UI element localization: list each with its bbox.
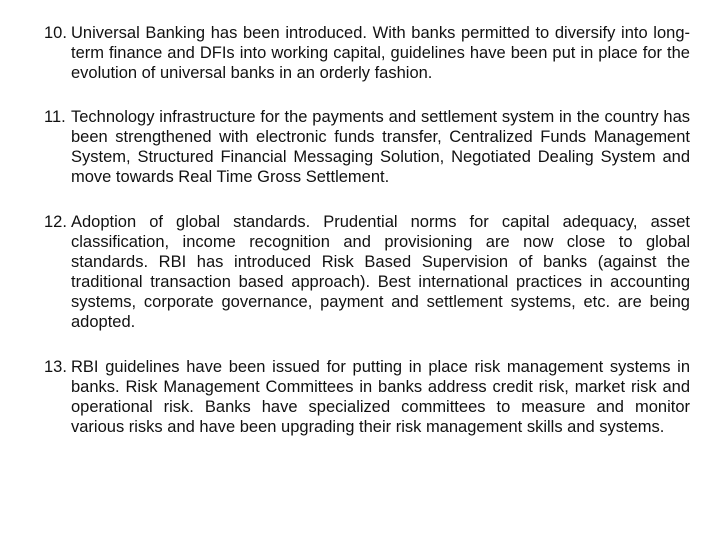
list-item-13 <box>44 357 690 437</box>
list-item-text: Universal Banking has been introduced. With banks permitted to diversify into long-term finance and DFIs into working capital, guidelines have been put in place for the evolution of universal banks in an orderly fashion. <box>71 24 690 82</box>
list-item-number: 12. <box>44 213 67 231</box>
list-item-number: 10. <box>44 24 67 42</box>
list-item-number: 13. <box>44 358 67 376</box>
list-item-text: RBI guidelines have been issued for putting in place risk management systems in banks. Risk Management Committees in banks address credit risk, market risk and operational risk. Banks have specialized committees to measure and monitor various risks and have been upgrading their risk management skills and systems. <box>71 358 690 436</box>
list-item-text: Technology infrastructure for the payments and settlement system in the country has been strengthened with electronic funds transfer, Centralized Funds Management System, Structured Financial Messaging Solution, Negotiated Dealing System and move towards Real Time Gross Settlement. <box>71 108 690 186</box>
list-item-11 <box>44 107 690 187</box>
list-item-number: 11. <box>44 108 66 126</box>
list-item-10 <box>44 23 690 83</box>
list-item-12 <box>44 212 690 332</box>
list-item-text: Adoption of global standards. Prudential norms for capital adequacy, asset classification, income recognition and provisioning are now close to global standards. RBI has introduced Risk Based Supervision of banks (against the traditional transaction based approach). Best international practices in accounting systems, corporate governance, payment and settlement systems, etc. are being adopted. <box>71 213 690 331</box>
